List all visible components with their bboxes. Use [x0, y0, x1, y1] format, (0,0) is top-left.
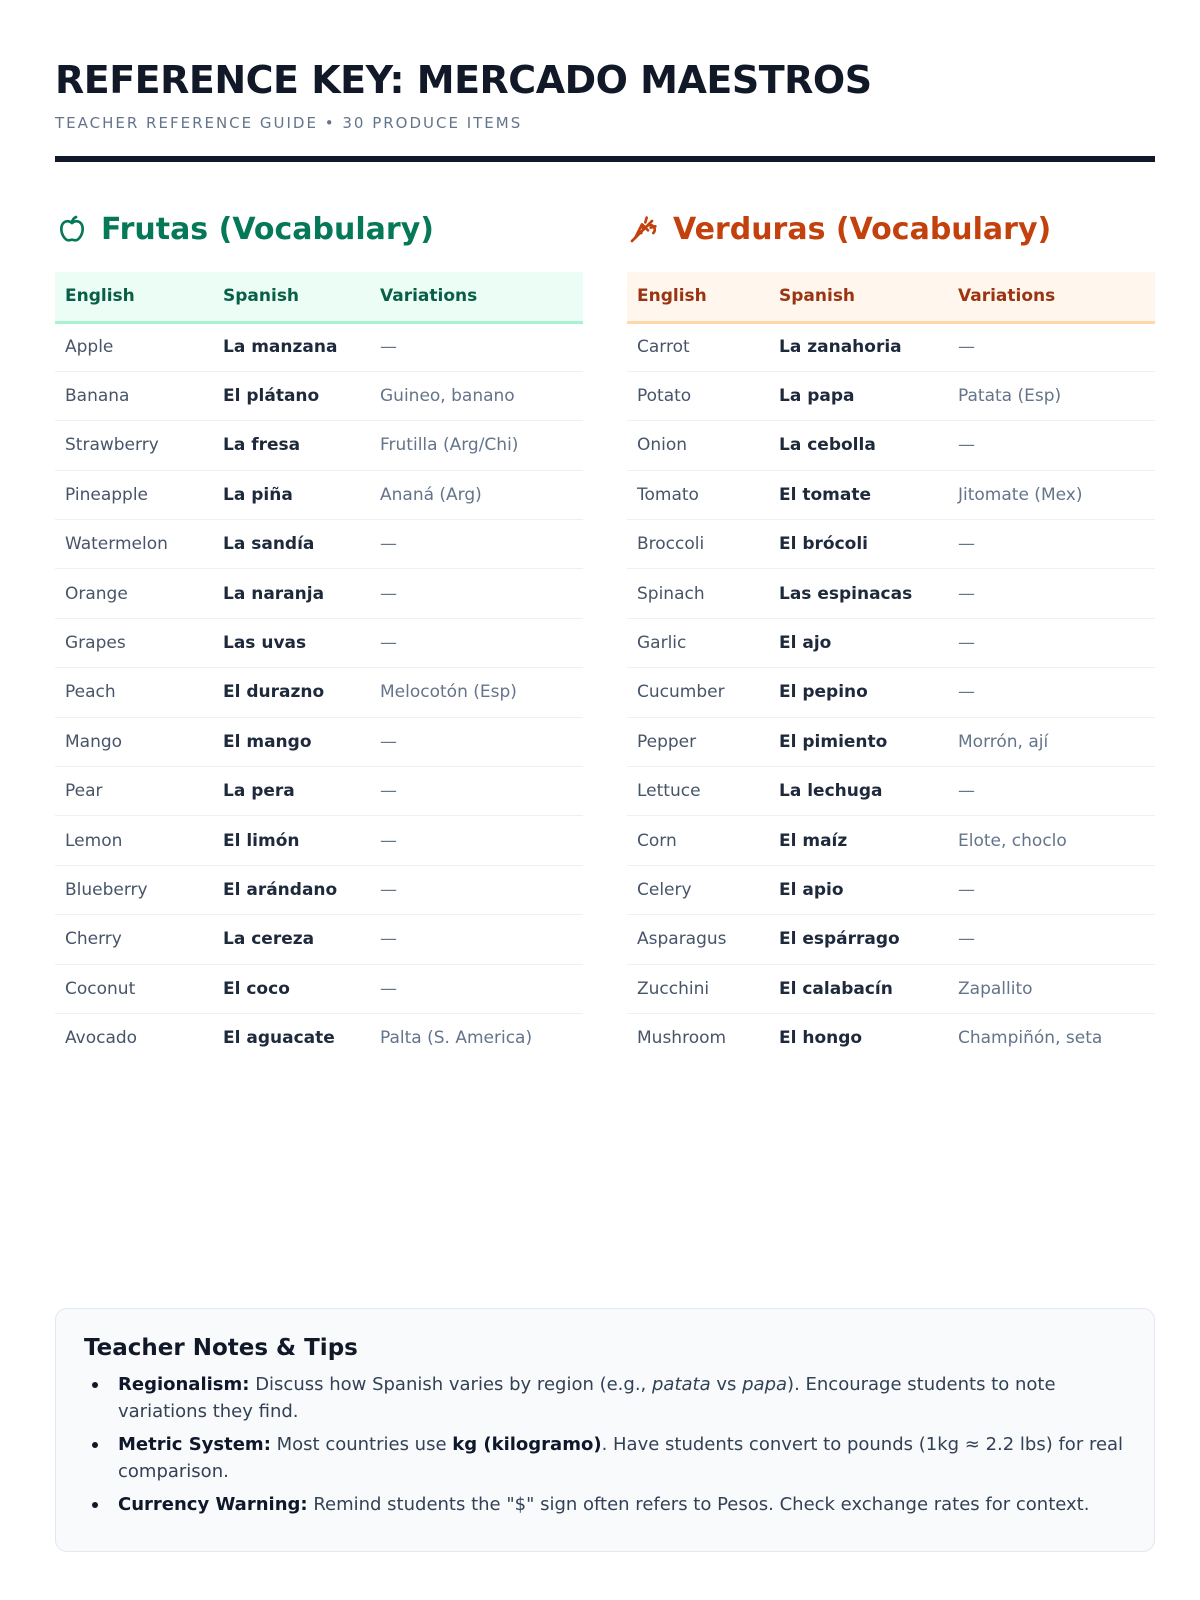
note-text: Most countries use — [270, 1434, 453, 1455]
table-row — [627, 767, 1155, 816]
english-cell: Banana — [65, 386, 130, 407]
spanish-cell: La zanahoria — [779, 337, 902, 358]
english-cell: Peach — [65, 682, 116, 703]
bullet-icon — [92, 1382, 98, 1388]
table-row — [55, 915, 583, 964]
table-row — [55, 717, 583, 766]
english-cell: Pear — [65, 781, 103, 802]
spanish-cell: La pera — [223, 781, 295, 802]
table-row — [55, 322, 583, 371]
column-header: English — [65, 286, 135, 307]
note-text: Remind students the "$" sign often refers to Pesos. Check exchange rates for context. — [307, 1494, 1090, 1515]
table-row — [627, 371, 1155, 420]
english-cell: Spinach — [637, 583, 705, 604]
spanish-cell: El plátano — [223, 386, 320, 407]
table-row — [55, 767, 583, 816]
note-item — [84, 1371, 1126, 1425]
table-header-row — [55, 272, 583, 322]
variations-cell: Guineo, banano — [380, 386, 515, 407]
variations-cell: — — [380, 978, 397, 999]
spanish-cell: El brócoli — [779, 534, 869, 555]
table-row — [55, 421, 583, 470]
vegetables-header — [627, 204, 1155, 254]
note-label: Metric System: — [118, 1434, 271, 1455]
english-cell: Zucchini — [637, 978, 710, 999]
english-cell: Broccoli — [637, 534, 705, 555]
table-row — [55, 470, 583, 519]
variations-cell: — — [958, 583, 975, 604]
english-cell: Celery — [637, 879, 692, 900]
table-row — [627, 964, 1155, 1013]
variations-cell: Melocotón (Esp) — [380, 682, 517, 703]
variations-cell: — — [380, 337, 397, 358]
vocabulary-columns — [55, 204, 1155, 1063]
english-cell: Pepper — [637, 731, 697, 752]
vegetables-title: Verduras (Vocabulary) — [673, 211, 1052, 247]
spanish-cell: El limón — [223, 830, 300, 851]
bullet-icon — [92, 1442, 98, 1448]
spanish-cell: La piña — [223, 484, 293, 505]
english-cell: Cucumber — [637, 682, 725, 703]
vegetables-section — [627, 204, 1155, 1063]
table-row — [627, 322, 1155, 371]
variations-cell: — — [958, 879, 975, 900]
note-label: Currency Warning: — [118, 1494, 308, 1515]
spanish-cell: El mango — [223, 731, 312, 752]
variations-cell: — — [958, 682, 975, 703]
spanish-cell: El espárrago — [779, 929, 900, 950]
english-cell: Garlic — [637, 633, 687, 654]
spanish-cell: La cereza — [223, 929, 315, 950]
variations-cell: Morrón, ají — [958, 731, 1049, 752]
note-label: Regionalism: — [118, 1374, 250, 1395]
spanish-cell: El tomate — [779, 484, 872, 505]
english-cell: Cherry — [65, 929, 122, 950]
column-header: Spanish — [779, 286, 856, 307]
english-cell: Carrot — [637, 337, 690, 358]
spanish-cell: El arándano — [223, 879, 338, 900]
spanish-cell: La naranja — [223, 583, 325, 604]
notes-list — [84, 1371, 1126, 1518]
table-row — [627, 520, 1155, 569]
spanish-cell: Las uvas — [223, 633, 307, 654]
column-header: Variations — [380, 286, 478, 307]
table-row — [55, 371, 583, 420]
spanish-cell: La manzana — [223, 337, 338, 358]
vegetables-table — [627, 272, 1155, 1063]
teacher-notes-box — [55, 1308, 1155, 1552]
table-row — [55, 865, 583, 914]
english-cell: Pineapple — [65, 484, 149, 505]
variations-cell: Ananá (Arg) — [380, 484, 482, 505]
table-header-row — [627, 272, 1155, 322]
note-emphasis: patata — [652, 1374, 711, 1395]
spanish-cell: El maíz — [779, 830, 848, 851]
table-row — [627, 915, 1155, 964]
english-cell: Asparagus — [637, 929, 727, 950]
english-cell: Lettuce — [637, 781, 701, 802]
table-row — [627, 618, 1155, 667]
header-divider — [55, 156, 1155, 162]
column-header: Variations — [958, 286, 1056, 307]
page-title: REFERENCE KEY: MERCADO MAESTROS — [55, 58, 872, 102]
page-subtitle: TEACHER REFERENCE GUIDE • 30 PRODUCE ITEMS — [55, 114, 523, 132]
spanish-cell: El coco — [223, 978, 290, 999]
english-cell: Potato — [637, 386, 692, 407]
english-cell: Tomato — [637, 484, 699, 505]
variations-cell: Zapallito — [958, 978, 1033, 999]
spanish-cell: El calabacín — [779, 978, 893, 999]
english-cell: Lemon — [65, 830, 123, 851]
variations-cell: — — [958, 633, 975, 654]
note-strong: kg (kilogramo) — [452, 1434, 602, 1455]
variations-cell: — — [958, 435, 975, 456]
english-cell: Blueberry — [65, 879, 148, 900]
column-header: Spanish — [223, 286, 300, 307]
variations-cell: — — [380, 534, 397, 555]
table-row — [627, 1013, 1155, 1062]
table-row — [55, 668, 583, 717]
column-header: English — [637, 286, 707, 307]
fruits-table-body — [55, 322, 583, 1063]
english-cell: Corn — [637, 830, 677, 851]
spanish-cell: La lechuga — [779, 781, 883, 802]
spanish-cell: El apio — [779, 879, 844, 900]
english-cell: Mango — [65, 731, 123, 752]
variations-cell: Elote, choclo — [958, 830, 1067, 851]
variations-cell: — — [380, 879, 397, 900]
fruits-title: Frutas (Vocabulary) — [101, 211, 434, 247]
variations-cell: Palta (S. America) — [380, 1028, 533, 1049]
variations-cell: — — [380, 929, 397, 950]
carrot-icon — [627, 212, 661, 246]
note-item — [84, 1491, 1126, 1518]
english-cell: Apple — [65, 337, 114, 358]
fruits-table — [55, 272, 583, 1063]
table-row — [55, 569, 583, 618]
note-emphasis: papa — [742, 1374, 788, 1395]
reference-page — [55, 56, 1155, 1049]
variations-cell: — — [958, 781, 975, 802]
fruits-section — [55, 204, 583, 1063]
apple-icon — [55, 212, 89, 246]
variations-cell: — — [380, 633, 397, 654]
variations-cell: Frutilla (Arg/Chi) — [380, 435, 519, 456]
variations-cell: — — [380, 583, 397, 604]
english-cell: Avocado — [65, 1028, 138, 1049]
spanish-cell: La papa — [779, 386, 855, 407]
fruits-header — [55, 204, 583, 254]
spanish-cell: El pepino — [779, 682, 868, 703]
table-row — [55, 520, 583, 569]
spanish-cell: El pimiento — [779, 731, 888, 752]
variations-cell: Patata (Esp) — [958, 386, 1062, 407]
note-item — [84, 1431, 1126, 1485]
english-cell: Coconut — [65, 978, 136, 999]
table-row — [55, 964, 583, 1013]
table-row — [627, 470, 1155, 519]
variations-cell: Jitomate (Mex) — [958, 484, 1083, 505]
variations-cell: — — [380, 731, 397, 752]
spanish-cell: La cebolla — [779, 435, 876, 456]
variations-cell: Champiñón, seta — [958, 1028, 1103, 1049]
english-cell: Onion — [637, 435, 688, 456]
notes-title: Teacher Notes & Tips — [84, 1335, 358, 1361]
variations-cell: — — [380, 830, 397, 851]
spanish-cell: La fresa — [223, 435, 301, 456]
table-row — [627, 569, 1155, 618]
spanish-cell: Las espinacas — [779, 583, 913, 604]
variations-cell: — — [958, 337, 975, 358]
table-row — [627, 816, 1155, 865]
english-cell: Grapes — [65, 633, 126, 654]
table-row — [627, 717, 1155, 766]
vegetables-table-body — [627, 322, 1155, 1063]
spanish-cell: El hongo — [779, 1028, 863, 1049]
note-text: ). Encourage students to note variations they find. — [118, 1374, 1056, 1422]
table-row — [55, 1013, 583, 1062]
note-text: Discuss how Spanish varies by region (e.g., — [249, 1374, 652, 1395]
spanish-cell: El durazno — [223, 682, 325, 703]
table-row — [627, 421, 1155, 470]
table-row — [55, 618, 583, 667]
table-row — [627, 668, 1155, 717]
spanish-cell: El ajo — [779, 633, 832, 654]
english-cell: Strawberry — [65, 435, 159, 456]
table-row — [55, 816, 583, 865]
english-cell: Orange — [65, 583, 128, 604]
variations-cell: — — [958, 534, 975, 555]
variations-cell: — — [380, 781, 397, 802]
bullet-icon — [92, 1502, 98, 1508]
variations-cell: — — [958, 929, 975, 950]
spanish-cell: La sandía — [223, 534, 315, 555]
english-cell: Watermelon — [65, 534, 168, 555]
spanish-cell: El aguacate — [223, 1028, 335, 1049]
note-text: . Have students convert to pounds (1kg ≈ 2.2 lbs) for real comparison. — [118, 1434, 1124, 1482]
note-text: vs — [710, 1374, 743, 1395]
english-cell: Mushroom — [637, 1028, 727, 1049]
table-row — [627, 865, 1155, 914]
